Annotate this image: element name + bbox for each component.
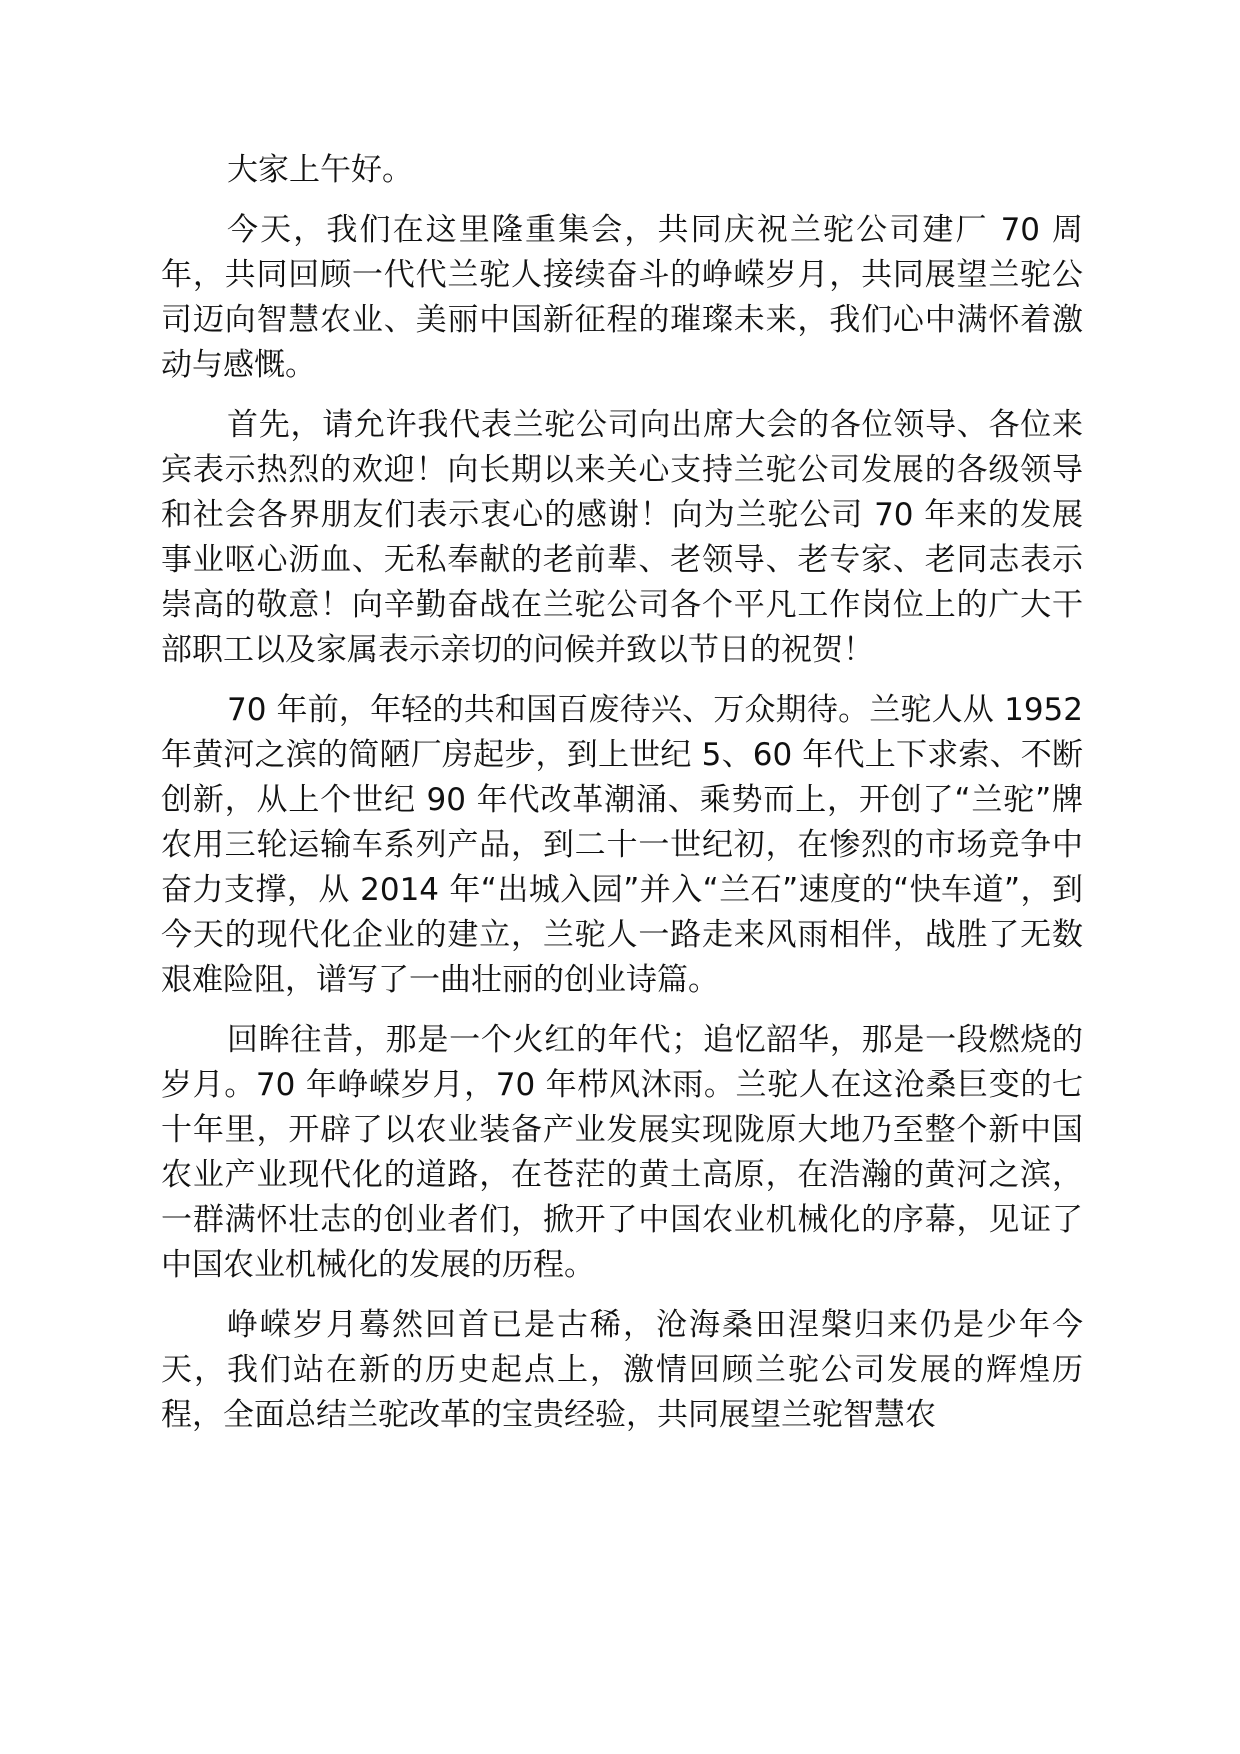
paragraph-celebration: 今天，我们在这里隆重集会，共同庆祝兰驼公司建厂 70 周年，共同回顾一代代兰驼人接续奋斗的峥嵘岁月，共同展望兰驼公司迈向智慧农业、美丽中国新征程的璀璨未来，我们心中满怀着激动与感慨。: [161, 212, 1083, 383]
paragraph-retrospect: 回眸往昔，那是一个火红的年代；追忆韶华，那是一段燃烧的岁月。70 年峥嵘岁月，70 年栉风沐雨。兰驼人在这沧桑巨变的七十年里，开辟了以农业装备产业发展实现陇原大地乃至整个新中国农业产业现代化的道路，在苍茫的黄土高原，在浩瀚的黄河之滨，一群满怀壮志的创业者们，掀开了中国农业机械化的序幕，见证了中国农业机械化的发展的历程。: [161, 1022, 1083, 1283]
paragraph-greeting: 大家上午好。: [227, 152, 413, 188]
paragraph-history: 70 年前，年轻的共和国百废待兴、万众期待。兰驼人从 1952 年黄河之滨的简陋厂房起步，到上世纪 5、60 年代上下求索、不断创新，从上个世纪 90 年代改革潮涌、乘势而上，开创了“兰驼”牌农用三轮运输车系列产品，到二十一世纪初，在惨烈的市场竞争中奋力支撑，从 2014 年“出城入园”并入“兰石”速度的“快车道”，到今天的现代化企业的建立，兰驼人一路走来风雨相伴，战胜了无数艰难险阻，谱写了一曲壮丽的创业诗篇。: [161, 692, 1083, 998]
speech-text-body: [161, 148, 1083, 1438]
paragraph-thanks: 首先，请允许我代表兰驼公司向出席大会的各位领导、各位来宾表示热烈的欢迎！向长期以来关心支持兰驼公司发展的各级领导和社会各界朋友们表示衷心的感谢！向为兰驼公司 70 年来的发展事业呕心沥血、无私奉献的老前辈、老领导、老专家、老同志表示崇高的敬意！向辛勤奋战在兰驼公司各个平凡工作岗位上的广大干部职工以及家属表示亲切的问候并致以节日的祝贺！: [161, 407, 1083, 668]
paragraph-outlook: 峥嵘岁月蓦然回首已是古稀，沧海桑田涅槃归来仍是少年今天，我们站在新的历史起点上，激情回顾兰驼公司发展的辉煌历程，全面总结兰驼改革的宝贵经验，共同展望兰驼智慧农: [161, 1307, 1083, 1433]
